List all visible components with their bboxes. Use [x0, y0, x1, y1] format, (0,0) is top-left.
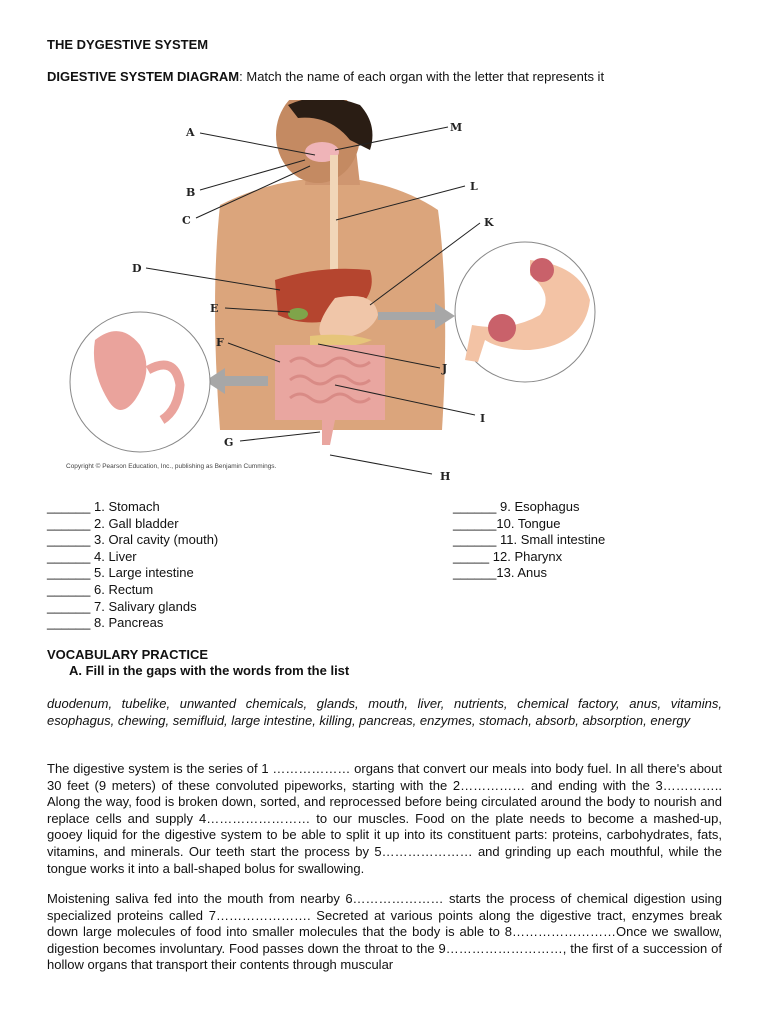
label-d: D [132, 262, 142, 275]
label-m: M [450, 121, 463, 134]
page-title: THE DYGESTIVE SYSTEM [47, 37, 209, 52]
diagram-heading: DIGESTIVE SYSTEM DIAGRAM [47, 69, 240, 84]
match-item: ______ 4. Liver [47, 548, 137, 564]
matching-list-left [47, 499, 218, 632]
match-item: ______ 7. Salivary glands [47, 598, 197, 614]
label-b: B [186, 186, 196, 199]
match-item: ______ 6. Rectum [47, 581, 154, 597]
match-item: ______ 2. Gall bladder [47, 515, 179, 531]
diagram-instruction-text: : Match the name of each organ with the letter that represents it [239, 69, 605, 84]
label-j: J [442, 362, 448, 375]
gap-fill-paragraph-1: The digestive system is the series of 1 ……………… organs that convert our meals into body fuel. In all there's about 30 feet (9 meters) of these convoluted pipeworks, starting with the 2…………… and ending with the 3………….. Along the way, food is broken down, sorted, and reprocessed before being circulated around the body to nourish and replace cells and supply 4…………………… to our muscles. Food on the plate needs to become a mashed-up, gooey liquid for the digestive system to be able to split it up into its constituent parts: proteins, carbohydrates, fats, vitamins, and minerals. Our teeth start the process by 5………………… and grinding up each mouthful, while the tongue works it into a ball-shaped bolus for swallowing. [47, 761, 722, 876]
vocab-heading: VOCABULARY PRACTICE [47, 647, 209, 662]
match-item: ______ 11. Small intestine [453, 532, 606, 548]
label-c: C [182, 214, 191, 227]
vocab-instruction: A. Fill in the gaps with the words from the list [69, 663, 350, 678]
match-item: ______ 8. Pancreas [47, 615, 164, 631]
label-g: G [224, 436, 234, 449]
match-item: _____ 12. Pharynx [453, 548, 563, 564]
digestive-system-diagram [60, 100, 600, 480]
word-list: duodenum, tubelike, unwanted chemicals, glands, mouth, liver, nutrients, chemical factory, anus, vitamins, esophagus, chewing, semifluid, large intestine, killing, pancreas, enzymes, stomach, absorb, absorption, energy [47, 696, 722, 728]
stomach-inset-sphincter-top [530, 258, 554, 282]
label-e: E [210, 302, 219, 315]
label-a: A [186, 126, 195, 139]
label-l: L [470, 180, 478, 193]
label-h: H [440, 470, 451, 480]
match-item: ______10. Tongue [453, 515, 561, 531]
match-item: ______ 5. Large intestine [47, 565, 194, 581]
match-item: ______13. Anus [453, 565, 547, 581]
matching-list-right [453, 499, 605, 582]
diagram-instruction [47, 69, 604, 84]
match-item: ______ 1. Stomach [47, 499, 160, 514]
match-item: ______ 9. Esophagus [453, 499, 580, 514]
copyright-note: Copyright © Pearson Education, Inc., publishing as Benjamin Cummings. [66, 463, 277, 470]
stomach-inset-sphincter-bottom [488, 314, 516, 342]
label-i: I [480, 412, 486, 425]
match-item: ______ 3. Oral cavity (mouth) [47, 532, 219, 548]
gap-fill-paragraph-2: Moistening saliva fed into the mouth from nearby 6………………… starts the process of chemical digestion using specialized proteins called 7…………………. Secreted at various points along the digestive tract, enzymes break down large molecules of food into smaller molecules that the body is able to 8……………………Once we swallow, digestion becomes involuntary. Food passes down the throat to the 9………………………, the first of a succession of hollow organs that transport their contents through muscular [47, 891, 722, 973]
label-k: K [484, 216, 494, 229]
gall-bladder [288, 308, 308, 320]
label-f: F [216, 336, 224, 349]
